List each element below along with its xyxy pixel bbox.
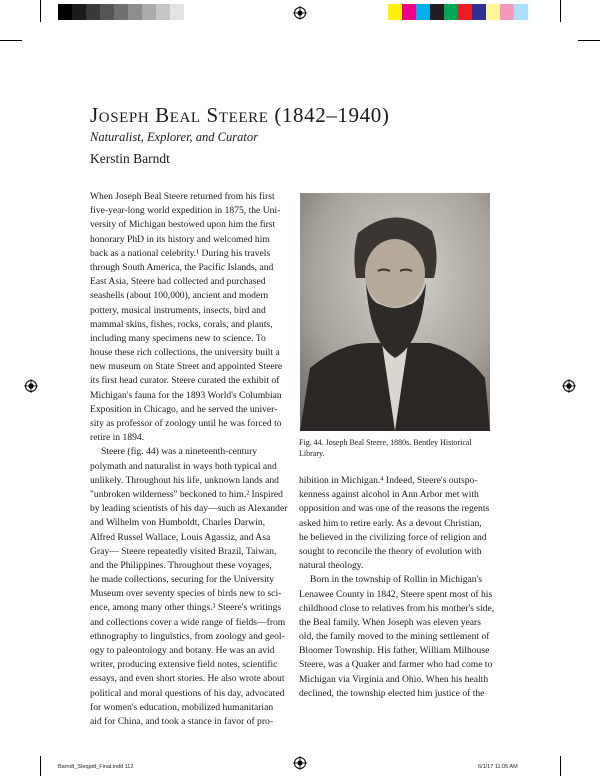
text-line: for women's education, mobilized humanitarian — [90, 701, 274, 713]
text-line: Lenawee County in 1842, Steere spent most of his — [299, 588, 493, 600]
text-line: new museum on State Street and appointed Steere — [90, 361, 283, 373]
gray-swatch — [114, 4, 128, 20]
text-line: Michigan's fauna for the 1893 World's Columbian — [90, 389, 282, 401]
text-line: When Joseph Beal Steere returned from his first — [90, 191, 275, 202]
gray-swatch — [100, 4, 114, 20]
text-line: retire in 1894. — [90, 432, 145, 444]
text-line: house these rich collections, the university built a — [90, 347, 280, 359]
trim-mark-bottom-right — [560, 756, 561, 776]
file-slug: Barndt_SteqpdI_Final.indd 112 — [58, 764, 134, 770]
text-line: and collections cover a wide range of fields—from — [90, 616, 286, 628]
text-line: Exposition in Chicago, and he served the univer- — [90, 403, 278, 415]
text-line: writer, producing extensive field notes, scientific — [90, 659, 278, 671]
registration-mark-right-icon — [562, 379, 576, 393]
text-line: seashells (about 100,000), ancient and modern — [90, 290, 269, 302]
portrait-photograph — [300, 193, 490, 431]
article-subtitle: Naturalist, Explorer, and Curator — [90, 130, 258, 144]
text-line: pottery, musical instruments, insects, bird and — [90, 304, 266, 316]
trim-mark-top-left — [40, 0, 41, 22]
color-swatch — [402, 4, 416, 20]
gray-swatch — [170, 4, 184, 20]
text-line: ethnography to linguistics, from zoology and geol- — [90, 630, 285, 642]
grayscale-color-bar — [58, 4, 198, 20]
text-line: and the Philippines. Throughout these voyages, — [90, 559, 272, 571]
text-line: its first head curator. Steere curated the exhibit of — [90, 375, 280, 387]
process-color-bar — [388, 4, 528, 20]
text-line: political and moral questions of his day, advocated — [90, 687, 285, 699]
body-text-right-column — [299, 474, 499, 701]
text-line: he believed in the civilizing force of religion and — [299, 531, 487, 543]
trim-mark-top-right-horizontal — [578, 40, 600, 41]
color-swatch — [458, 4, 472, 20]
date-slug: 6/1/17 11:05 AM — [478, 764, 518, 770]
text-line: the Beal family. When Joseph was eleven years — [299, 616, 481, 628]
text-line: childhood close to relatives from his mother's side, — [299, 602, 495, 614]
body-text-left-column — [90, 190, 290, 729]
text-line: by leading scientists of his day—such as Alexander — [90, 503, 288, 515]
text-line: aid for China, and took a stance in favor of pro- — [90, 715, 274, 727]
registration-mark-bottom-icon — [293, 756, 307, 770]
text-line: sity as professor of zoology until he was forced to — [90, 418, 282, 429]
text-line: five-year-long world expedition in 1875, the Uni- — [90, 205, 281, 217]
text-line: old, the family moved to the mining settlement of — [299, 631, 490, 643]
color-swatch — [500, 4, 514, 20]
registration-mark-icon — [293, 6, 307, 20]
text-line: Alfred Russel Wallace, Louis Agassiz, and Asa — [90, 531, 271, 543]
gray-swatch — [156, 4, 170, 20]
trim-mark-bottom-left — [40, 756, 41, 776]
trim-mark-top-right — [560, 0, 561, 22]
color-swatch — [444, 4, 458, 20]
text-line: he made collections, securing for the University — [90, 574, 275, 586]
color-swatch — [388, 4, 402, 20]
text-line: Museum over seventy species of birds new to sci- — [90, 588, 282, 600]
text-line: mammal skins, fishes, rocks, corals, and plants, — [90, 318, 273, 330]
text-line: essays, and even short stories. He also wrote about — [90, 673, 285, 685]
text-line: kenness against alcohol in Ann Arbor met with — [299, 489, 479, 501]
text-line: through South America, the Pacific Islands, and — [90, 261, 274, 273]
text-line: and Wilhelm von Humboldt, Charles Darwin, — [90, 517, 266, 529]
text-line: natural theology. — [299, 560, 364, 572]
color-swatch — [486, 4, 500, 20]
text-line: declined, the township elected him justice of the — [299, 687, 485, 699]
text-line: polymath and naturalist in ways both typical and — [90, 460, 277, 472]
text-line: Bloomer Township. His father, William Milhouse — [299, 645, 490, 657]
text-line: back as a national celebrity.¹ During his travels — [90, 247, 271, 259]
trim-mark-top-left-horizontal — [0, 40, 22, 41]
color-swatch — [472, 4, 486, 20]
color-swatch — [430, 4, 444, 20]
text-line: versity of Michigan bestowed upon him the first — [90, 219, 276, 231]
text-line: unlikely. Throughout his life, unknown lands and — [90, 474, 279, 486]
text-line: hibition in Michigan.⁴ Indeed, Steere's outspo- — [299, 475, 478, 486]
figure-caption: Fig. 44. Joseph Beal Steere, 1880s. Bentley Historical Library. — [299, 438, 472, 458]
gray-swatch — [58, 4, 72, 20]
gray-swatch — [128, 4, 142, 20]
text-line: Gray— Steere repeatedly visited Brazil, Taiwan, — [90, 545, 277, 557]
text-line: opposition and was one of the reasons the regents — [299, 503, 490, 515]
color-swatch — [416, 4, 430, 20]
text-line: Michigan via Virginia and Ohio. When his health — [299, 673, 489, 685]
text-line: including many specimens new to science. To — [90, 332, 266, 344]
article-title: Joseph Beal Steere (1842–1940) — [90, 103, 390, 127]
registration-mark-left-icon — [24, 379, 38, 393]
text-line: Born in the township of Rollin in Michigan's — [310, 574, 483, 586]
gray-swatch — [72, 4, 86, 20]
text-line: sought to reconcile the theory of evolution with — [299, 545, 482, 557]
text-line: honorary PhD in its history and welcomed him — [90, 233, 270, 245]
text-line: East Asia, Steere had collected and purchased — [90, 276, 266, 288]
text-line: Steere (fig. 44) was a nineteenth-century — [101, 446, 258, 458]
gray-swatch — [142, 4, 156, 20]
color-swatch — [514, 4, 528, 20]
gray-swatch — [86, 4, 100, 20]
text-line: ence, among many other things.³ Steere's writings — [90, 602, 282, 614]
text-line: "unbroken wilderness" beckoned to him.² Inspired — [90, 488, 283, 500]
text-line: Steere, was a Quaker and farmer who had come to — [299, 659, 493, 671]
text-line: ogy to paleontology and botany. He was an avid — [90, 645, 275, 656]
article-author: Kerstin Barndt — [90, 151, 170, 166]
text-line: asked him to retire early. As a devout Christian, — [299, 517, 482, 529]
gray-swatch — [184, 4, 198, 20]
